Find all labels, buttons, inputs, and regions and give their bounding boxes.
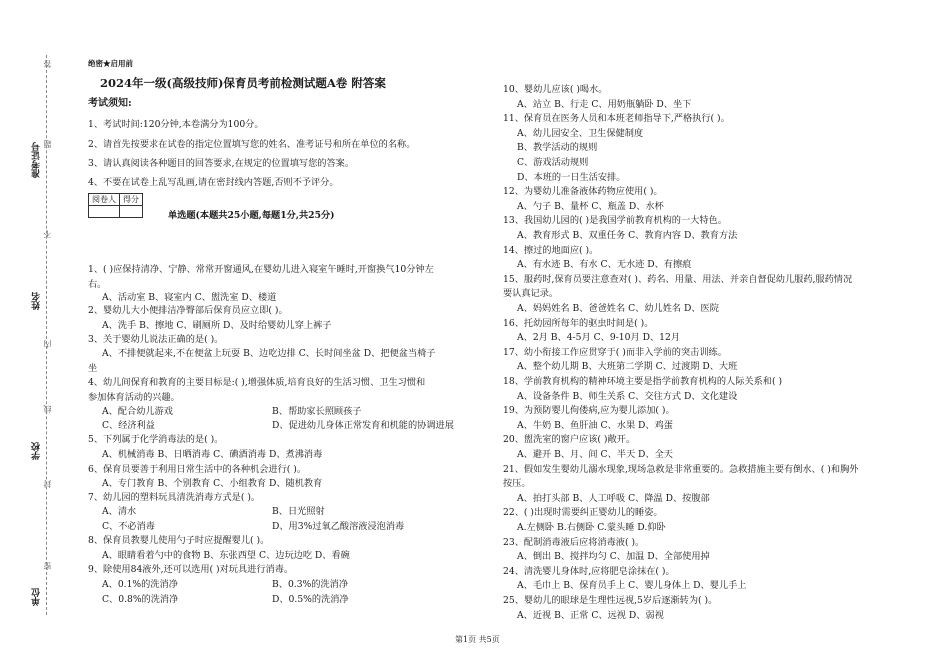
gutter-label-name: 姓名	[32, 292, 42, 310]
question-line: 22、( )出现时需要纠正婴幼儿的睡姿。	[503, 507, 663, 518]
answer-options: A、勺子 B、量杯 C、瓶盖 D、水杯	[517, 201, 664, 212]
answer-options: C、游戏活动规则	[517, 157, 589, 168]
notice-item: 2、请首先按要求在试卷的指定位置填写您的姓名、准考证号和所在单位的名称。	[88, 139, 416, 150]
gutter-label-unit: 单位	[32, 588, 42, 606]
answer-options: A、洗手 B、擦地 C、刷厕所 D、及时给婴幼儿穿上裤子	[102, 320, 332, 331]
gutter-label-school: 学校	[32, 442, 42, 460]
answer-options: A.左侧卧 B.右侧卧 C.蒙头睡 D.仰卧	[517, 522, 666, 533]
question-line: 参加体育活动的兴趣。	[88, 392, 180, 403]
notice-title: 考试须知:	[88, 98, 132, 109]
answer-options: A、近视 B、正常 C、远视 D、弱视	[517, 610, 664, 621]
question-line: 17、幼小衔接工作应贯穿于( )而非入学前的突击训练。	[503, 347, 727, 358]
answer-options: A、0.1%的洗消净	[102, 579, 178, 590]
question-line: 按压。	[503, 478, 531, 489]
binding-gutter	[8, 40, 56, 620]
answer-options: A、2月 B、4-5月 C、9-10月 D、12月	[517, 332, 681, 343]
question-line: 4、幼儿间保育和教育的主要目标是:( ),增强体质,培育良好的生活习惯、卫生习惯和	[88, 377, 426, 388]
answer-options: A、妈妈姓名 B、爸爸姓名 C、幼儿姓名 D、医院	[517, 303, 719, 314]
notice-item: 1、考试时间:120分钟,本卷满分为100分。	[88, 119, 264, 130]
question-line: 14、擦过的地面应( )。	[503, 245, 599, 256]
answer-options: A、教育形式 B、双重任务 C、教育内容 D、教育方法	[517, 230, 738, 241]
score-table-score: 得分	[120, 194, 143, 206]
notice-item: 3、请认真阅读各种题目的回答要求,在规定的位置填写您的答案。	[88, 158, 355, 169]
answer-options: A、避开 B、月、间 C、半天 D、全天	[517, 449, 673, 460]
score-cell[interactable]	[120, 206, 143, 218]
question-line: 18、学前教育机构的精神环境主要是指学前教育机构的人际关系和( )	[503, 376, 783, 387]
score-cell[interactable]	[89, 206, 120, 218]
answer-options: A、站立 B、行走 C、用奶瓶躺卧 D、坐下	[517, 99, 692, 110]
answer-options: A、眼睛看着勺中的食物 B、东张西望 C、边玩边吃 D、看碗	[102, 550, 350, 561]
question-line: 坐	[88, 363, 98, 374]
answer-options: D、用3%过氧乙酸溶液浸泡消毒	[272, 521, 405, 532]
answer-options: A、牛奶 B、鱼肝油 C、水果 D、鸡蛋	[517, 420, 673, 431]
question-line: 16、托幼园所每年的驱虫时间是( )。	[503, 318, 654, 329]
section-title: 单选题(本题共25小题,每题1分,共25分)	[168, 210, 335, 221]
score-table	[88, 193, 143, 218]
gutter-mark: 题	[43, 140, 52, 148]
question-line: 25、婴幼儿的眼球是生理性远视,5岁后逐渐转为( )。	[503, 595, 718, 606]
question-line: 13、我国幼儿园的( )是我国学前教育机构的一大特色。	[503, 215, 727, 226]
question-line: 19、为预防婴儿佝偻病,应为婴儿添加( )。	[503, 405, 675, 416]
question-line: 7、幼儿园的塑料玩具清洗消毒方式是( )。	[88, 492, 261, 503]
answer-options: C、经济利益	[102, 420, 155, 431]
notice-item: 4、不要在试卷上乱写乱画,请在密封线内答题,否则不予评分。	[88, 177, 339, 188]
answer-options: A、专门教育 B、个别教育 C、小组教育 D、随机教育	[102, 478, 323, 489]
answer-options: A、拍打头部 B、人工呼吸 C、降温 D、按腹部	[517, 493, 710, 504]
question-line: 5、下列属于化学消毒法的是( )。	[88, 434, 224, 445]
question-line: 9、除使用84液外,还可以选用( )对玩具进行消毒。	[88, 564, 294, 575]
seal-line	[46, 55, 47, 615]
secret-label: 绝密★启用前	[88, 59, 133, 68]
exam-title: 2024年一级(高级技师)保育员考前检测试题A卷 附答案	[100, 76, 386, 90]
answer-options: A、毛巾上 B、保育员手上 C、婴儿身体上 D、婴儿手上	[517, 580, 747, 591]
question-line: 3、关于婴幼儿说法正确的是( )。	[88, 334, 224, 345]
gutter-mark: 答	[43, 60, 52, 68]
answer-options: C、0.8%的洗消净	[102, 594, 179, 605]
question-line: 11、保育员在医务人员和本班老师指导下,严格执行( )。	[503, 113, 730, 124]
gutter-mark: 内	[43, 340, 52, 348]
question-line: 12、为婴幼儿准备液体药物应使用( )。	[503, 186, 663, 197]
question-line: 21、假如发生婴幼儿溺水现象,现场急救是非常重要的。急救措施主要有倒水、( )和胸外	[503, 464, 859, 475]
score-table-reviewer: 阅卷人	[89, 194, 120, 206]
answer-options: A、机械消毒 B、日晒消毒 C、碘酒消毒 D、煮沸消毒	[102, 449, 323, 460]
answer-options: A、幼儿园安全、卫生保健制度	[517, 128, 644, 139]
question-line: 24、清洗婴儿身体时,应将肥皂涂抹在( )。	[503, 566, 675, 577]
question-line: 23、配制消毒液后应将消毒液( )。	[503, 537, 645, 548]
answer-options: D、本班的一日生活安排。	[517, 172, 626, 183]
answer-options: B、帮助家长照顾孩子	[272, 406, 362, 417]
answer-options: A、配合幼儿游戏	[102, 406, 173, 417]
answer-options: A、清水	[102, 506, 137, 517]
gutter-mark: 密	[43, 562, 52, 570]
gutter-mark: 封	[43, 480, 52, 488]
answer-options: A、倒出 B、搅拌均匀 C、加温 D、全部使用掉	[517, 551, 710, 562]
question-line: 2、婴幼儿大小便排洁净臀部后保育员应立即( )。	[88, 305, 288, 316]
question-line: 1、( )应保持清净、宁静、常常开窗通风,在婴幼儿进入寝室午睡时,开窗换气10分钟左	[88, 264, 434, 275]
question-line: 要认真记录。	[503, 288, 559, 299]
question-line: 10、婴幼儿应该( )喝水。	[503, 84, 608, 95]
gutter-mark: 不	[43, 230, 52, 238]
question-line: 15、服药时,保育员要注意查对( )、药名、用量、用法、并亲自督促幼儿服药,服药情况	[503, 274, 853, 285]
answer-options: D、促进幼儿身体正常发育和机能的协调进展	[272, 420, 454, 431]
answer-options: A、设备条件 B、师生关系 C、交往方式 D、文化建设	[517, 391, 738, 402]
answer-options: C、不必消毒	[102, 521, 155, 532]
question-line: 20、盥洗室的窗户应该( )敞开。	[503, 434, 636, 445]
question-line: 右。	[88, 279, 107, 290]
question-line: 8、保育员教婴儿使用勺子时应提醒婴儿( )。	[88, 535, 270, 546]
answer-options: A、有水迹 B、有水 C、无水迹 D、有擦痕	[517, 259, 692, 270]
answer-options: B、教学活动的规则	[517, 142, 598, 153]
page-footer: 第1页 共5页	[455, 635, 500, 644]
gutter-mark: 线	[43, 405, 52, 413]
answer-options: D、0.5%的洗消净	[272, 594, 349, 605]
answer-options: A、不排便就起来,不在便盆上玩耍 B、边吃边排 C、长时间坐盆 D、把便盆当椅子	[102, 348, 436, 359]
gutter-label-exam-id: 准考证号	[32, 142, 42, 178]
question-line: 6、保育员要善于利用日常生活中的各种机会进行( )。	[88, 464, 307, 475]
answer-options: A、整个幼儿期 B、大班第二学期 C、过渡期 D、大班	[517, 361, 738, 372]
answer-options: B、日光照射	[272, 506, 325, 517]
answer-options: B、0.3%的洗消净	[272, 579, 349, 590]
answer-options: A、活动室 B、寝室内 C、盥洗室 D、楼道	[102, 292, 277, 303]
